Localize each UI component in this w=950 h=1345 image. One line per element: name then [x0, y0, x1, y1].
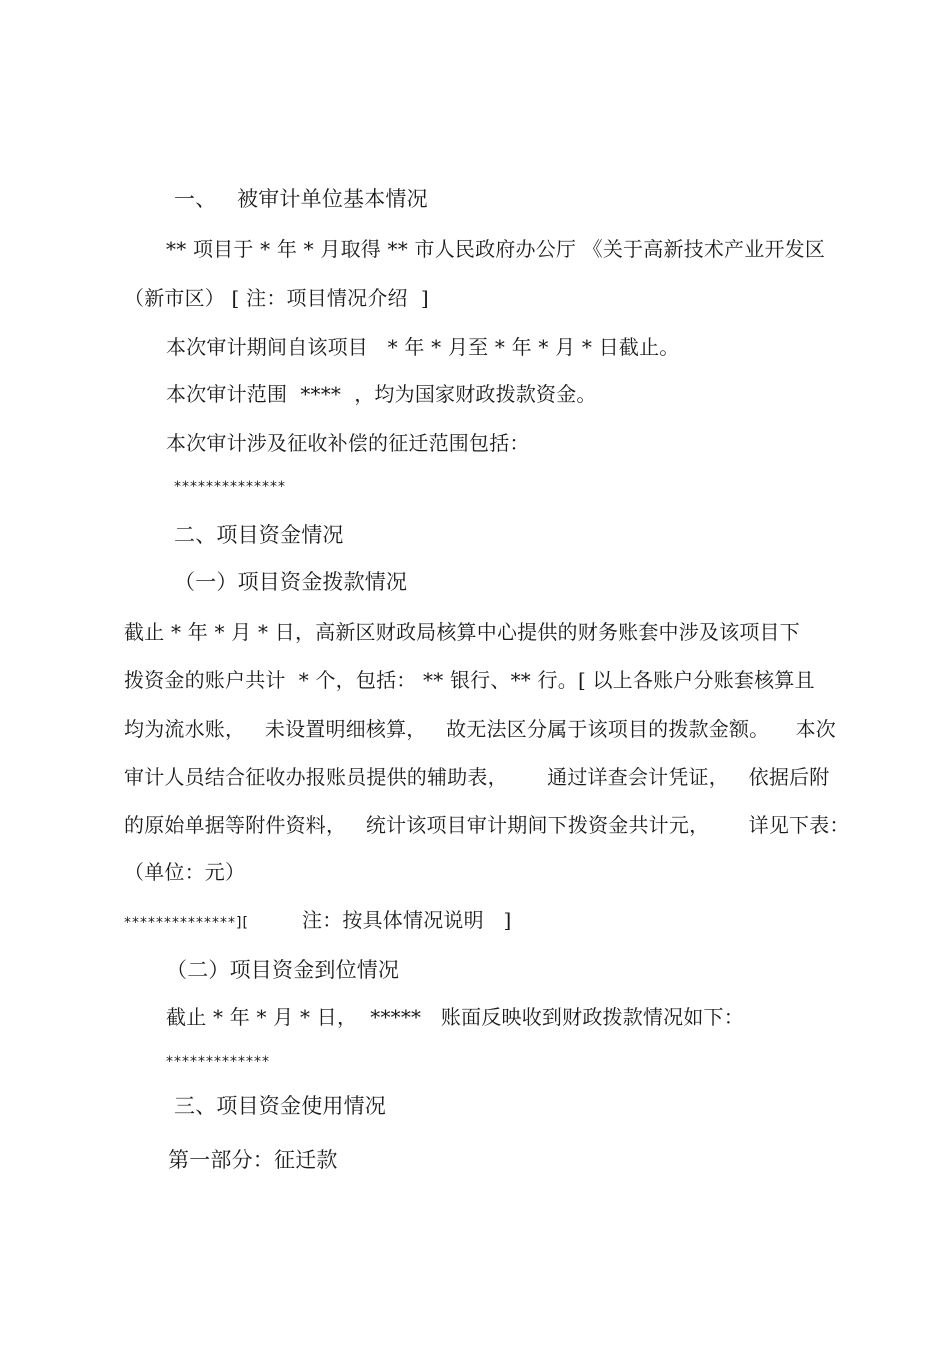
sub1-line3: 均为流水账， 未设置明细核算， 故无法区分属于该项目的拨款金额。 本次 — [124, 717, 836, 741]
s1-paragraph1-line2: （新市区） [ 注：项目情况介绍 ] — [124, 286, 429, 310]
section3-heading: 三、项目资金使用情况 — [174, 1094, 386, 1118]
subsection1-heading: （一）项目资金拨款情况 — [174, 570, 408, 594]
s1-paragraph1-line1: ** 项目于 * 年 * 月取得 ** 市人民政府办公厅 《关于高新技术产业开发区 — [166, 237, 826, 261]
sub1-table-placeholder: **************][ — [124, 915, 249, 931]
sub1-line4: 审计人员结合征收办报账员提供的辅助表， 通过详查会计凭证， 依据后附 — [124, 765, 830, 789]
sub1-line2: 拨资金的账户共计 * 个，包括： ** 银行、** 行。[ 以上各账户分账套核算且 — [124, 668, 815, 692]
section2-heading: 二、项目资金情况 — [174, 523, 344, 547]
s1-paragraph3: 本次审计范围 **** ，均为国家财政拨款资金。 — [166, 382, 597, 406]
subsection2-heading: （二）项目资金到位情况 — [166, 958, 400, 982]
s1-paragraph4: 本次审计涉及征收补偿的征迁范围包括： — [166, 431, 530, 455]
section1-heading: 一、 被审计单位基本情况 — [174, 187, 428, 211]
sub2-line1: 截止 * 年 * 月 * 日， ***** 账面反映收到财政拨款情况如下： — [166, 1005, 744, 1029]
sub1-line5: 的原始单据等附件资料， 统计该项目审计期间下拨资金共计元， 详见下表： — [124, 813, 850, 837]
s1-scope-placeholder: ************** — [174, 479, 286, 495]
sub1-line1: 截止 * 年 * 月 * 日，高新区财政局核算中心提供的财务账套中涉及该项目下 — [124, 620, 800, 644]
part1-heading: 第一部分：征迁款 — [168, 1148, 338, 1172]
sub1-note-text: 注：按具体情况说明 ] — [302, 908, 512, 932]
s1-paragraph2: 本次审计期间自该项目 * 年 * 月至 * 年 * 月 * 日截止。 — [166, 335, 680, 359]
sub2-placeholder: ************* — [166, 1054, 270, 1070]
sub1-unit-note: （单位：元） — [124, 860, 246, 884]
